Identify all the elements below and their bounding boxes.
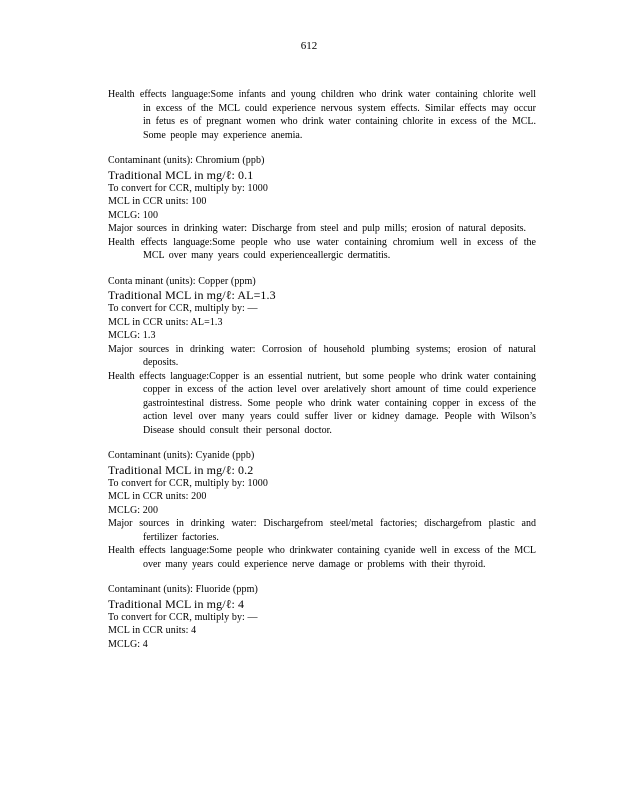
page-number: 612 xyxy=(300,40,318,52)
mcl-ccr-units: MCL in CCR units: 100 xyxy=(108,196,207,207)
ccr-conversion-factor: To convert for CCR, multiply by: — xyxy=(108,611,258,623)
health-effects-text: Health effects language:Some infants and young children who drink water containing chlorite well in excess of the MCL could experience nervous system effects. Similar effects may occur in fetus es of pregnant women who drink water containing chlorite in excess of the MCL. Some people may experience anemia. xyxy=(108,89,536,141)
ccr-conversion-factor: To convert for CCR, multiply by: 1000 xyxy=(108,182,268,194)
ccr-conversion-factor: To convert for CCR, multiply by: 1000 xyxy=(108,477,268,489)
traditional-mcl: Traditional MCL in mg/ℓ: 4 xyxy=(108,596,245,611)
contaminant-heading: Contaminant (units): Chromium (ppb) xyxy=(108,155,265,166)
health-effects-text: Health effects language:Some people who drinkwater containing cyanide well in excess of the MCL over many years could experience nerve damage or problems with their thyroid. xyxy=(108,545,536,570)
contaminant-heading: Contaminant (units): Cyanide (ppb) xyxy=(108,450,255,461)
major-sources-text: Major sources in drinking water: Corrosion of household plumbing systems; erosion of natural deposits. xyxy=(108,343,536,368)
contaminant-section-fluoride xyxy=(108,583,536,651)
contaminant-section-chromium xyxy=(108,154,536,263)
mcl-ccr-units: MCL in CCR units: 4 xyxy=(108,625,197,636)
page-content xyxy=(108,88,536,663)
mclg-value: MCLG: 100 xyxy=(108,209,159,221)
health-effects-text: Health effects language:Some people who use water containing chromium well in excess of the MCL over many years could experienceallergic dermatitis. xyxy=(108,236,536,261)
traditional-mcl: Traditional MCL in mg/ℓ: 0.2 xyxy=(108,462,254,477)
health-effects-text: Health effects language:Copper is an essential nutrient, but some people who drink water containing copper in excess of the action level over arelatively short amount of time could experience gastrointestinal distress. Some people who drink water containing copper in excess of the action level over many years could suffer liver or kidney damage. People with Wilson’s Disease should consult their personal doctor. xyxy=(108,370,536,436)
mclg-value: MCLG: 1.3 xyxy=(108,330,156,341)
contaminant-heading: Conta minant (units): Copper (ppm) xyxy=(108,275,256,287)
mcl-ccr-units: MCL in CCR units: 200 xyxy=(108,491,207,502)
major-sources-text: Major sources in drinking water: Dischargefrom steel/metal factories; dischargefrom plastic and fertilizer factories. xyxy=(108,518,536,543)
ccr-conversion-factor: To convert for CCR, multiply by: — xyxy=(108,303,258,314)
contaminant-heading: Contaminant (units): Fluoride (ppm) xyxy=(108,584,258,595)
chlorite-continued-section xyxy=(108,88,536,142)
traditional-mcl: Traditional MCL in mg/ℓ: 0.1 xyxy=(108,167,254,182)
traditional-mcl: Traditional MCL in mg/ℓ: AL=1.3 xyxy=(108,288,276,302)
major-sources-text: Major sources in drinking water: Discharge from steel and pulp mills; erosion of natural deposits. xyxy=(108,223,527,234)
contaminant-section-cyanide xyxy=(108,449,536,571)
mclg-value: MCLG: 4 xyxy=(108,638,148,650)
mcl-ccr-units: MCL in CCR units: AL=1.3 xyxy=(108,316,223,328)
contaminant-section-copper xyxy=(108,275,536,438)
mclg-value: MCLG: 200 xyxy=(108,504,159,516)
